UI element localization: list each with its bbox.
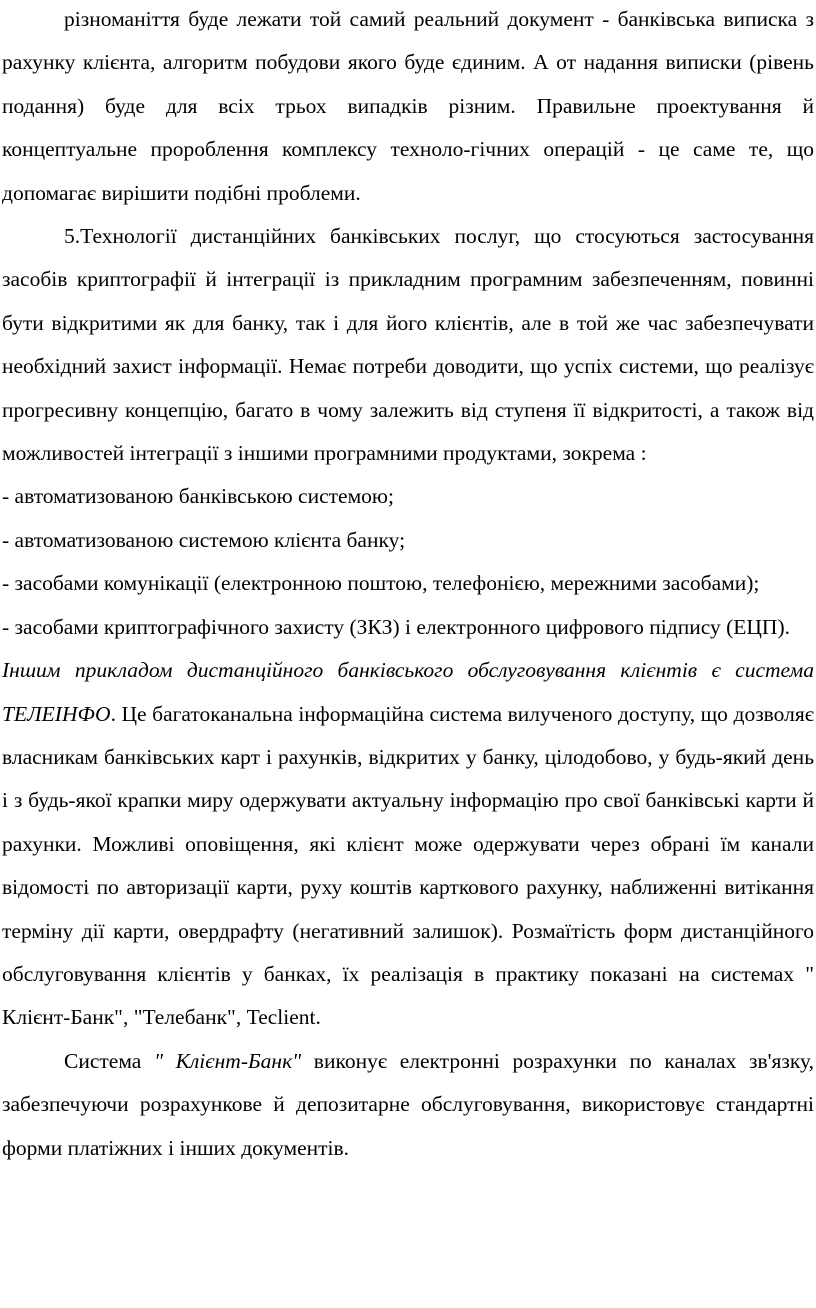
client-bank-italic: " Клієнт-Банк" [153, 1048, 302, 1073]
list-item-communication: - засобами комунікації (електронною поштою, телефонією, мережними засобами); [2, 571, 760, 596]
paragraph-technologies: 5.Технології дистанційних банківських послуг, що стосуються застосування засобів криптографії й інтеграції із прикладним програмним забезпеченням, повинні бути відкритими як для банку, так і для його клієнтів, але в той же час забезпечувати необхідний захист інформації. Немає потреби доводити, що успіх системи, що реалізує прогресивну концепцію, багато в чому залежить від ступеня її відкритості, а також від можливостей інтеграції з іншими програмними продуктами, зокрема : [2, 224, 814, 466]
client-bank-text: виконує електронні розрахунки по каналах зв'язку, забезпечуючи розрахункове й депозитарне обслуговування, використовує стандартні форми платіжних і інших документів. [2, 1048, 814, 1160]
list-item-client-system: - автоматизованою системою клієнта банку; [2, 527, 406, 552]
list-item-banking-system: - автоматизованою банківською системою; [2, 484, 394, 509]
list-item-crypto-protection: - засобами криптографічного захисту (ЗКЗ) і електронного цифрового підпису (ЕЦП). [2, 614, 790, 639]
paragraph-client-bank [2, 1040, 814, 1170]
teleinfo-italic-lead: Іншим прикладом дистанційного банківського обслуговування клієнтів є система ТЕЛЕІНФО [2, 658, 814, 726]
client-bank-start: Система [64, 1048, 154, 1073]
teleinfo-text: . Це багатоканальна інформаційна система вилученого доступу, що дозволяє власникам банківських карт і рахунків, відкритих у банку, цілодобово, у будь-який день і з будь-якої крапки миру одержувати актуальну інформацію про свої банківські карти й рахунки. Можливі оповіщення, які клієнт може одержувати через обрані їм канали відомості по авторизації карти, руху коштів карткового рахунку, наближенні витікання терміну дії карти, овердрафту (негативний залишок). Розмаїтість форм дистанційного обслуговування клієнтів у банках, їх реалізація в практику показані на системах " Клієнт-Банк", "Телебанк", Teclient. [2, 701, 814, 1030]
paragraph-continuation: різноманіття буде лежати той самий реальний документ - банківська виписка з рахунку клієнта, алгоритм побудови якого буде єдиним. А от надання виписки (рівень подання) буде для всіх трьох випадків різним. Правильне проектування й концептуальне пророблення комплексу техноло-гічних операцій - це саме те, що допомагає вирішити подібні проблеми. [2, 7, 814, 205]
paragraph-teleinfo [2, 649, 814, 1040]
